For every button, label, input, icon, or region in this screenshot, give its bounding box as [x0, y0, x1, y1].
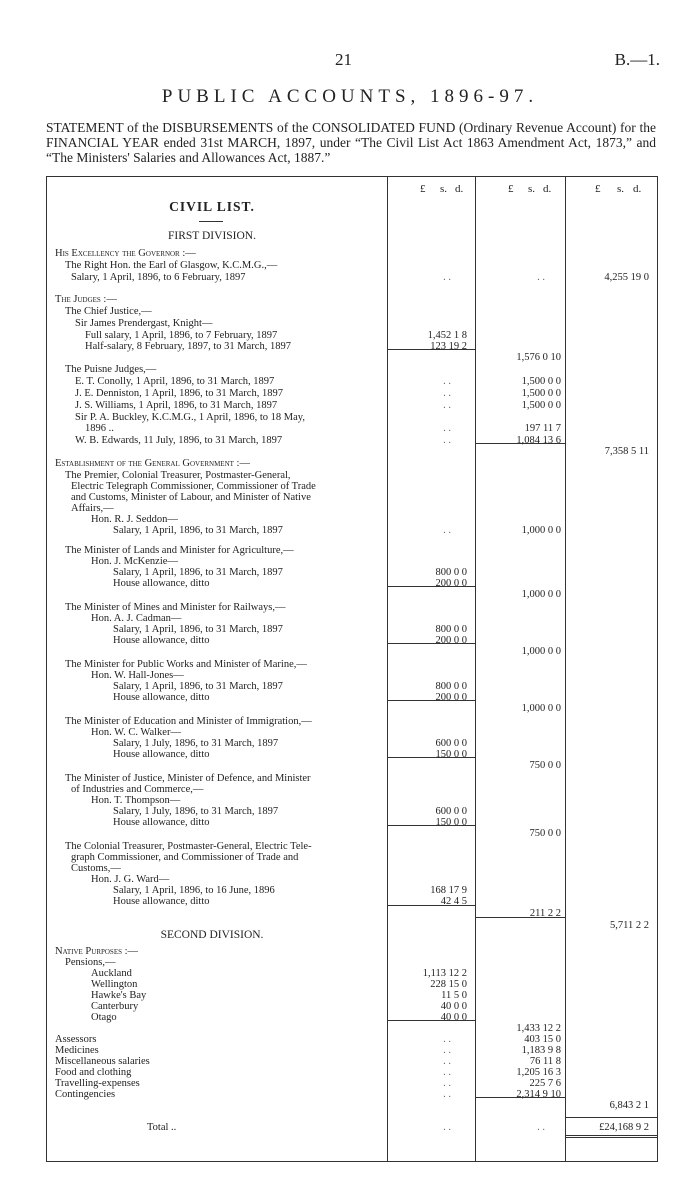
ledger-row — [47, 271, 657, 285]
subtotal-rule — [475, 1097, 565, 1098]
row-description: The Colonial Treasurer, Postmaster-General, Electric Tele- — [65, 841, 312, 852]
header-shillings: s. — [440, 183, 448, 195]
amount-cell: 1,500 0 0 — [521, 376, 561, 387]
leader-dots: . . — [443, 1078, 451, 1089]
leader-dots: . . — [443, 272, 451, 283]
row-description: Hon. J. McKenzie— — [91, 556, 178, 567]
row-description: Salary, 1 April, 1896, to 16 June, 1896 — [113, 885, 275, 896]
row-description: House allowance, ditto — [113, 749, 210, 760]
row-description: Assessors — [55, 1034, 97, 1045]
row-description: Medicines — [55, 1045, 99, 1056]
row-description: The Premier, Colonial Treasurer, Postmaster-General, — [65, 470, 291, 481]
row-description: The Minister of Education and Minister of Immigration,— — [65, 716, 312, 727]
row-description: E. T. Conolly, 1 April, 1896, to 31 March, 1897 — [75, 376, 275, 387]
leader-dots: . . — [443, 1034, 451, 1045]
amount-cell: 211 2 2 — [529, 908, 561, 919]
row-description: House allowance, ditto — [113, 896, 210, 907]
leader-dots: . . — [443, 400, 451, 411]
leader-dots: . . — [443, 1045, 451, 1056]
row-description: Establishment of the General Government :— — [55, 458, 250, 469]
subtotal-rule — [387, 1020, 475, 1021]
leader-dots: . . — [537, 272, 545, 283]
total-rule — [565, 1135, 657, 1136]
amount-cell: 1,433 12 2 — [516, 1023, 561, 1034]
amount-cell: 200 0 0 — [435, 635, 467, 646]
ledger-row — [47, 919, 657, 933]
row-description: House allowance, ditto — [113, 692, 210, 703]
subtotal-rule — [387, 757, 475, 758]
row-description: W. B. Edwards, 11 July, 1896, to 31 March, 1897 — [75, 435, 283, 446]
row-description: Canterbury — [91, 1001, 139, 1012]
row-description: Salary, 1 April, 1896, to 31 March, 1897 — [113, 681, 283, 692]
leader-dots: . . — [443, 1067, 451, 1078]
amount-cell: 1,084 13 6 — [516, 435, 561, 446]
amount-cell: 168 17 9 — [430, 885, 467, 896]
row-description: Electric Telegraph Commissioner, Commissioner of Trade — [71, 481, 316, 492]
amount-cell: 750 0 0 — [529, 828, 561, 839]
subtotal-rule — [475, 443, 565, 444]
row-description: The Minister for Public Works and Minister of Marine,— — [65, 659, 307, 670]
ledger-row — [47, 1121, 657, 1135]
amount-cell: 1,205 16 3 — [516, 1067, 561, 1078]
row-description: J. S. Williams, 1 April, 1896, to 31 March, 1897 — [75, 400, 278, 411]
amount-cell: 2,314 9 10 — [516, 1089, 561, 1100]
ledger-row — [47, 827, 657, 841]
row-description: Salary, 1 July, 1896, to 31 March, 1897 — [113, 806, 279, 817]
row-description: The Right Hon. the Earl of Glasgow, K.C.M.G.,— — [65, 260, 278, 271]
ledger-row — [47, 702, 657, 716]
row-description: His Excellency the Governor :— — [55, 248, 196, 259]
amount-cell: 1,113 12 2 — [422, 968, 467, 979]
ledger-row — [47, 524, 657, 538]
row-description: Hon. A. J. Cadman— — [91, 613, 182, 624]
row-description: and Customs, Minister of Labour, and Minister of Native — [71, 492, 311, 503]
amount-cell: 5,711 2 2 — [610, 920, 649, 931]
total-rule — [565, 1137, 657, 1138]
heading-rule — [199, 221, 223, 222]
row-description: House allowance, ditto — [113, 578, 210, 589]
header-pounds: £ — [595, 183, 601, 195]
amount-cell: 1,000 0 0 — [521, 646, 561, 657]
page-title: PUBLIC ACCOUNTS, 1896-97. — [161, 86, 539, 107]
statement-intro: STATEMENT of the DISBURSEMENTS of the CONSOLIDATED FUND (Ordinary Revenue Account) for the FINANCIAL YEAR ended 31st MARCH, 1897, under “The Civil List Act 1863 Amendment Act, 1873,” and “The Ministers' Salaries and Allowances Act, 1887.” — [46, 120, 656, 165]
row-description: Salary, 1 April, 1896, to 31 March, 1897 — [113, 525, 283, 536]
row-description: Travelling-expenses — [55, 1078, 140, 1089]
row-description: Customs,— — [71, 863, 121, 874]
leader-dots: . . — [537, 1122, 545, 1133]
amount-cell: 800 0 0 — [435, 624, 467, 635]
header-shillings: s. — [528, 183, 536, 195]
row-description: Total .. — [147, 1122, 177, 1133]
amount-cell: 1,500 0 0 — [521, 388, 561, 399]
amount-cell: 800 0 0 — [435, 681, 467, 692]
leader-dots: . . — [443, 1056, 451, 1067]
leader-dots: . . — [443, 423, 451, 434]
row-description: The Minister of Justice, Minister of Defence, and Minister — [65, 773, 311, 784]
ledger-row — [47, 759, 657, 773]
row-description: Sir P. A. Buckley, K.C.M.G., 1 April, 1896, to 18 May, — [75, 412, 305, 423]
ledger-row — [47, 645, 657, 659]
row-description: Food and clothing — [55, 1067, 132, 1078]
amount-cell: 150 0 0 — [435, 749, 467, 760]
row-description: House allowance, ditto — [113, 817, 210, 828]
row-description: Salary, 1 July, 1896, to 31 March, 1897 — [113, 738, 279, 749]
subtotal-rule — [387, 586, 475, 587]
amount-cell: 800 0 0 — [435, 567, 467, 578]
amount-cell: 225 7 6 — [529, 1078, 561, 1089]
subtotal-rule — [387, 905, 475, 906]
amount-cell: 6,843 2 1 — [609, 1100, 649, 1111]
header-pence: d. — [633, 183, 642, 195]
row-description: of Industries and Commerce,— — [71, 784, 204, 795]
row-description: Pensions,— — [65, 957, 116, 968]
row-description: Otago — [91, 1012, 117, 1023]
page-number: 21 — [335, 50, 352, 69]
row-description: Salary, 1 April, 1896, to 6 February, 1897 — [71, 272, 246, 283]
header-shillings: s. — [617, 183, 625, 195]
row-description: Wellington — [91, 979, 138, 990]
row-description: Hon. W. Hall-Jones— — [91, 670, 184, 681]
leader-dots: . . — [443, 525, 451, 536]
amount-cell: 1,183 9 8 — [521, 1045, 561, 1056]
amount-cell: 1,576 0 10 — [516, 352, 561, 363]
leader-dots: . . — [443, 376, 451, 387]
row-description: The Minister of Lands and Minister for Agriculture,— — [65, 545, 294, 556]
header-pounds: £ — [420, 183, 426, 195]
amount-cell: 42 4 5 — [440, 896, 467, 907]
second-division-heading: SECOND DIVISION. — [160, 929, 264, 941]
row-description: House allowance, ditto — [113, 635, 210, 646]
amount-cell: 7,358 5 11 — [604, 446, 649, 457]
amount-cell: 750 0 0 — [529, 760, 561, 771]
leader-dots: . . — [443, 1089, 451, 1100]
leader-dots: . . — [443, 1122, 451, 1133]
amount-cell: 4,255 19 0 — [604, 272, 649, 283]
row-description: graph Commissioner, and Commissioner of Trade and — [71, 852, 299, 863]
amount-cell: 600 0 0 — [435, 738, 467, 749]
amount-cell: 76 11 8 — [529, 1056, 561, 1067]
row-description: Full salary, 1 April, 1896, to 7 February, 1897 — [85, 330, 278, 341]
civil-list-heading: CIVIL LIST. — [169, 199, 255, 214]
row-description: Salary, 1 April, 1896, to 31 March, 1897 — [113, 624, 283, 635]
amount-cell: 403 15 0 — [524, 1034, 561, 1045]
row-description: Hon. T. Thompson— — [91, 795, 181, 806]
subtotal-rule — [387, 825, 475, 826]
leader-dots: . . — [443, 435, 451, 446]
amount-cell: 600 0 0 — [435, 806, 467, 817]
subtotal-rule — [387, 349, 475, 350]
ledger-row — [47, 1099, 657, 1113]
row-description: Affairs,— — [71, 503, 114, 514]
amount-cell: 1,000 0 0 — [521, 703, 561, 714]
row-description: Hon. J. G. Ward— — [91, 874, 170, 885]
table-bottom-rule — [46, 1161, 658, 1162]
row-description: The Puisne Judges,— — [65, 364, 157, 375]
row-description: The Chief Justice,— — [65, 306, 152, 317]
row-description: Half-salary, 8 February, 1897, to 31 March, 1897 — [85, 341, 291, 352]
amount-cell: 40 0 0 — [440, 1012, 467, 1023]
amount-cell: 200 0 0 — [435, 692, 467, 703]
first-division-heading: FIRST DIVISION. — [168, 230, 256, 242]
amount-cell: 123 19 2 — [430, 341, 467, 352]
row-description: Hon. W. C. Walker— — [91, 727, 181, 738]
header-pence: d. — [455, 183, 464, 195]
row-description: Salary, 1 April, 1896, to 31 March, 1897 — [113, 567, 283, 578]
amount-cell: 228 15 0 — [430, 979, 467, 990]
header-pence: d. — [543, 183, 552, 195]
amount-cell: £24,168 9 2 — [599, 1122, 649, 1133]
subtotal-rule — [387, 643, 475, 644]
amount-cell: 1,500 0 0 — [521, 400, 561, 411]
row-description: Hon. R. J. Seddon— — [91, 514, 178, 525]
row-description: Miscellaneous salaries — [55, 1056, 150, 1067]
amount-cell: 1,000 0 0 — [521, 589, 561, 600]
row-description: The Minister of Mines and Minister for Railways,— — [65, 602, 286, 613]
ledger-row — [47, 588, 657, 602]
row-description: 1896 .. — [85, 423, 114, 434]
amount-cell: 200 0 0 — [435, 578, 467, 589]
row-description: Sir James Prendergast, Knight— — [75, 318, 213, 329]
amount-cell: 1,452 1 8 — [427, 330, 467, 341]
amount-cell: 197 11 7 — [524, 423, 561, 434]
row-description: The Judges :— — [55, 294, 117, 305]
subtotal-rule — [387, 700, 475, 701]
row-description: Contingencies — [55, 1089, 116, 1100]
amount-cell: 11 5 0 — [441, 990, 467, 1001]
disbursements-table — [46, 176, 658, 1162]
amount-cell: 1,000 0 0 — [521, 525, 561, 536]
amount-cell: 150 0 0 — [435, 817, 467, 828]
document-reference: B.—1. — [614, 50, 660, 69]
header-pounds: £ — [508, 183, 514, 195]
amount-cell: 40 0 0 — [440, 1001, 467, 1012]
row-description: Hawke's Bay — [91, 990, 147, 1001]
row-description: Auckland — [91, 968, 132, 979]
total-rule — [565, 1117, 657, 1118]
row-description: Native Purposes :— — [55, 946, 139, 957]
row-description: J. E. Denniston, 1 April, 1896, to 31 March, 1897 — [75, 388, 283, 399]
leader-dots: . . — [443, 388, 451, 399]
subtotal-rule — [475, 917, 565, 918]
